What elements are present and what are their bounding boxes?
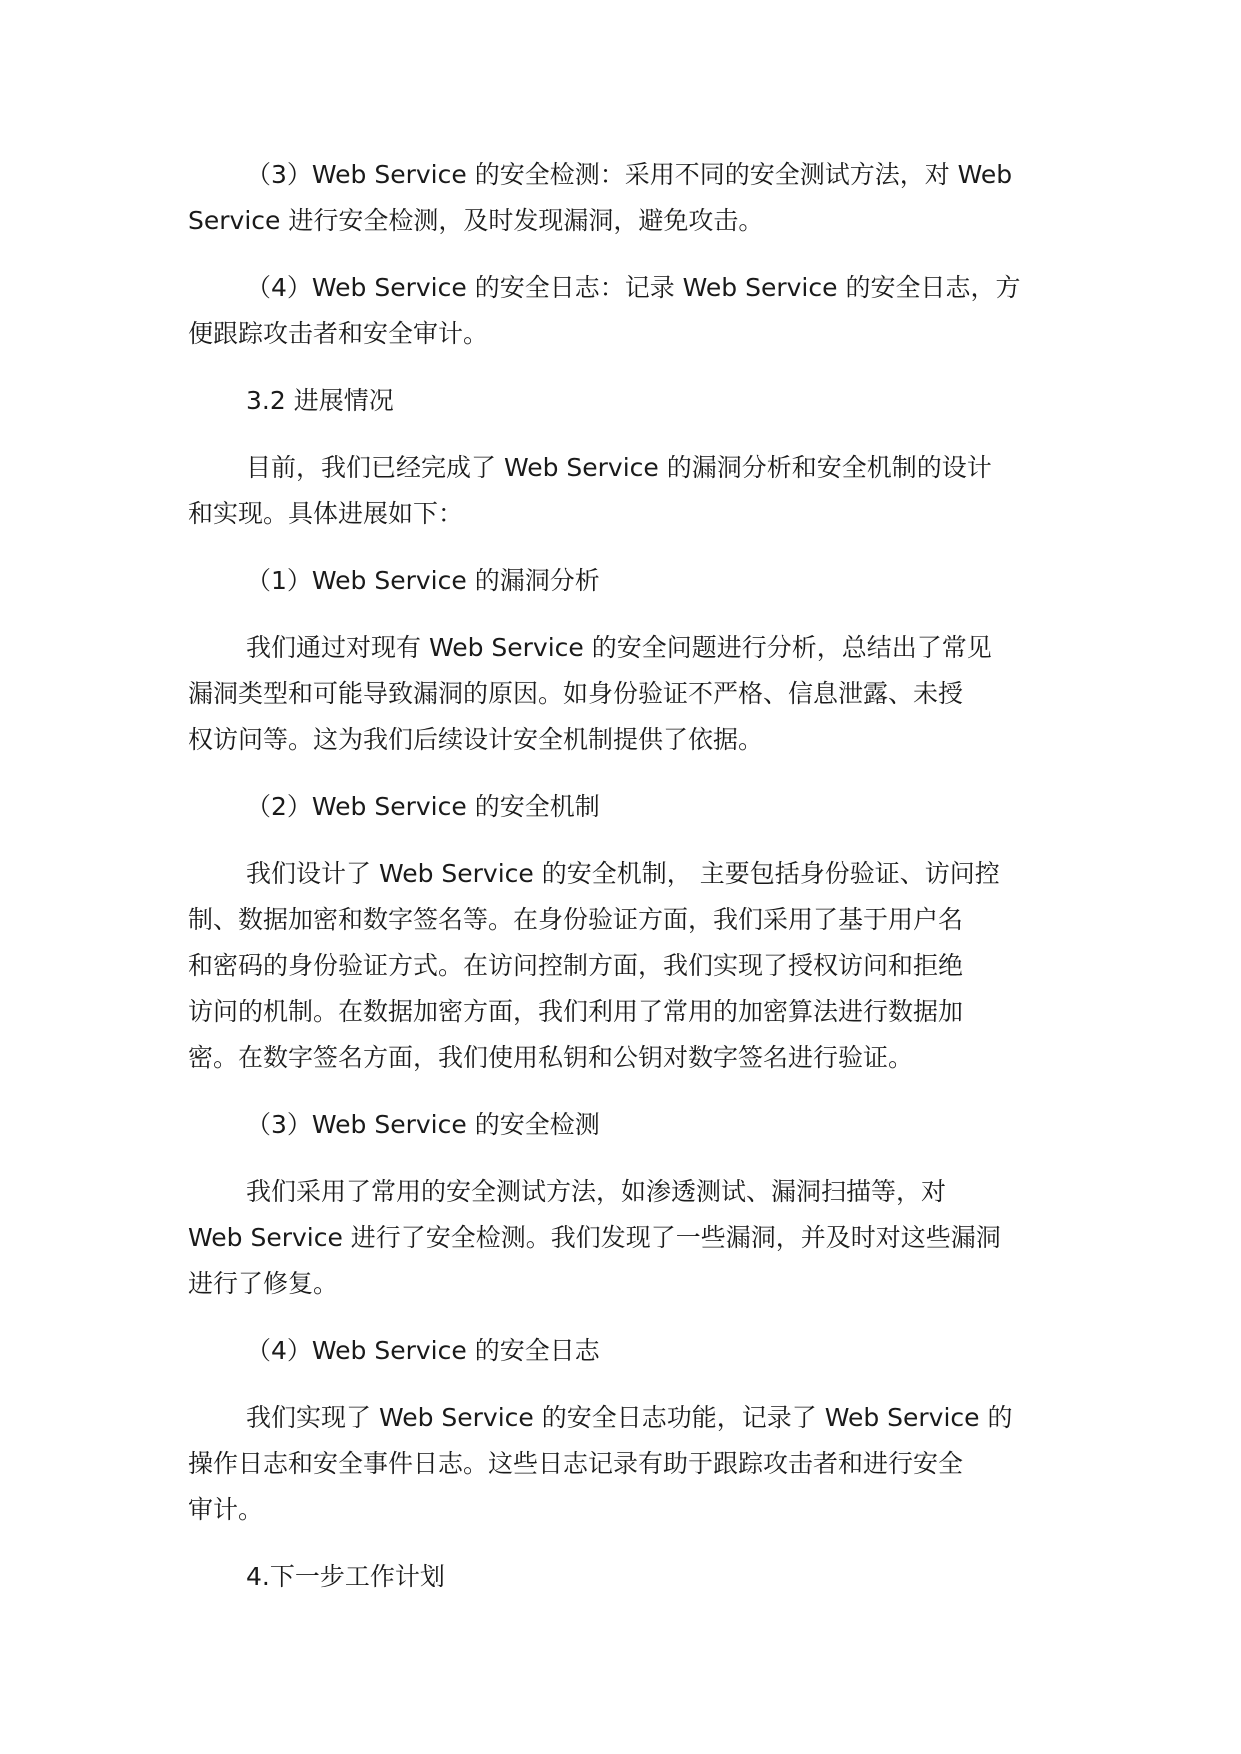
subheading-vulnerability-analysis <box>188 558 1050 604</box>
paragraph-security-mechanism <box>188 851 1050 1081</box>
heading-text: （1）Web Service 的漏洞分析 <box>246 566 600 595</box>
heading-text: （3）Web Service 的安全检测 <box>246 1110 600 1139</box>
subheading-security-detection <box>188 1102 1050 1148</box>
text-line: （3）Web Service 的安全检测：采用不同的安全测试方法，对 Web <box>246 160 1013 189</box>
text-line: 密。在数字签名方面，我们使用私钥和公钥对数字签名进行验证。 <box>188 1043 914 1072</box>
paragraph-progress-intro <box>188 445 1050 537</box>
text-line: 进行了修复。 <box>188 1269 339 1298</box>
text-line: 操作日志和安全事件日志。这些日志记录有助于跟踪攻击者和进行安全 <box>188 1449 964 1478</box>
subheading-security-log <box>188 1328 1050 1374</box>
heading-text: 4.下一步工作计划 <box>246 1562 445 1591</box>
text-line: 制、数据加密和数字签名等。在身份验证方面，我们采用了基于用户名 <box>188 905 964 934</box>
section-heading-next-steps <box>188 1554 1050 1600</box>
text-line: 和实现。具体进展如下： <box>188 499 464 528</box>
text-line: 我们实现了 Web Service 的安全日志功能，记录了 Web Service 的 <box>246 1403 1013 1432</box>
heading-text: 3.2 进展情况 <box>246 386 394 415</box>
text-line: （4）Web Service 的安全日志：记录 Web Service 的安全日志，方 <box>246 273 1021 302</box>
document-body <box>188 152 1050 1621</box>
paragraph-security-log-plan <box>188 265 1050 357</box>
heading-text: （2）Web Service 的安全机制 <box>246 792 600 821</box>
text-line: 我们设计了 Web Service 的安全机制， 主要包括身份验证、访问控 <box>246 859 1000 888</box>
text-line: 我们通过对现有 Web Service 的安全问题进行分析，总结出了常见 <box>246 633 992 662</box>
text-line: 审计。 <box>188 1495 264 1524</box>
text-line: 便跟踪攻击者和安全审计。 <box>188 319 489 348</box>
section-heading-progress <box>188 378 1050 424</box>
text-line: 和密码的身份验证方式。在访问控制方面，我们实现了授权访问和拒绝 <box>188 951 964 980</box>
paragraph-security-log <box>188 1395 1050 1533</box>
text-line: 访问的机制。在数据加密方面，我们利用了常用的加密算法进行数据加 <box>188 997 964 1026</box>
text-line: 我们采用了常用的安全测试方法，如渗透测试、漏洞扫描等，对 <box>246 1177 947 1206</box>
subheading-security-mechanism <box>188 784 1050 830</box>
text-line: Service 进行安全检测，及时发现漏洞，避免攻击。 <box>188 206 764 235</box>
text-line: 权访问等。这为我们后续设计安全机制提供了依据。 <box>188 725 764 754</box>
paragraph-security-detection-plan <box>188 152 1050 244</box>
text-line: 漏洞类型和可能导致漏洞的原因。如身份验证不严格、信息泄露、未授 <box>188 679 964 708</box>
paragraph-security-detection <box>188 1169 1050 1307</box>
paragraph-vulnerability-analysis <box>188 625 1050 763</box>
text-line: Web Service 进行了安全检测。我们发现了一些漏洞，并及时对这些漏洞 <box>188 1223 1001 1252</box>
text-line: 目前，我们已经完成了 Web Service 的漏洞分析和安全机制的设计 <box>246 453 992 482</box>
heading-text: （4）Web Service 的安全日志 <box>246 1336 600 1365</box>
